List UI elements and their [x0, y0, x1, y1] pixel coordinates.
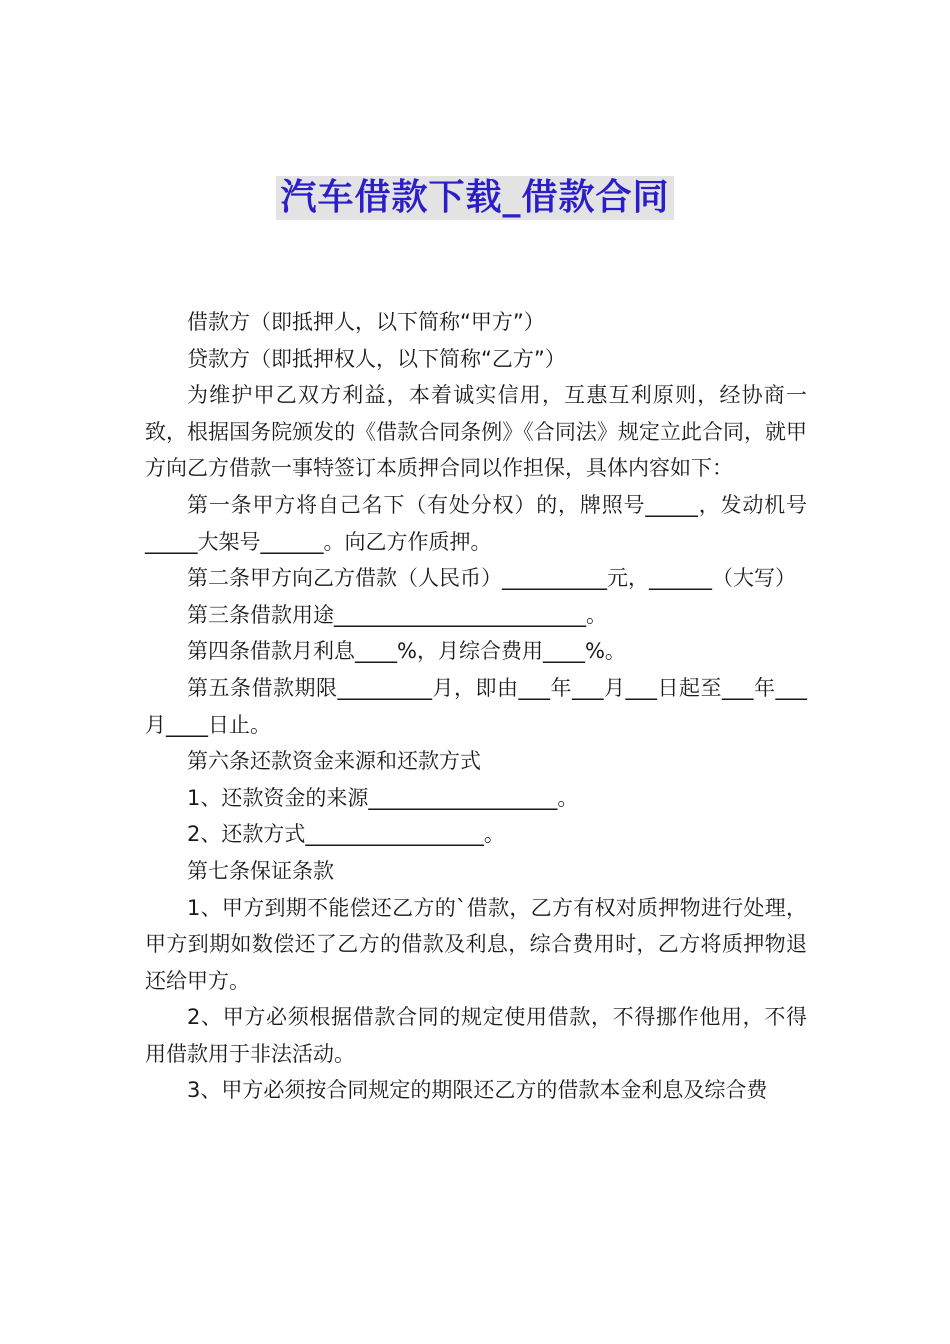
document-title: 汽车借款下载_借款合同: [276, 176, 673, 220]
contract-body: [145, 304, 807, 1109]
paragraph-article-7: 第七条保证条款: [187, 858, 334, 883]
paragraph-borrower: 借款方（即抵押人，以下简称“甲方”）: [187, 310, 545, 334]
title-container: [0, 176, 950, 220]
paragraph-article-3: 第三条借款用途________________________。: [187, 602, 607, 627]
paragraph-preamble: 为维护甲乙双方利益，本着诚实信用，互惠互利原则，经协商一致，根据国务院颁发的《借款合同条例》《合同法》规定立此合同，就甲方向乙方借款一事特签订本质押合同以作担保，具体内容如下：: [145, 383, 807, 481]
paragraph-article-5: 第五条借款期限_________月，即由___年___月___日起至___年___月____日止。: [145, 675, 807, 737]
paragraph-article-1: 第一条甲方将自己名下（有处分权）的，牌照号_____，发动机号_____大架号______。向乙方作质押。: [145, 492, 807, 554]
paragraph-article-6-item-1: 1、还款资金的来源__________________。: [187, 785, 579, 810]
paragraph-article-6: 第六条还款资金来源和还款方式: [187, 749, 481, 774]
paragraph-article-7-item-3: 3、甲方必须按合同规定的期限还乙方的借款本金利息及综合费: [187, 1078, 768, 1103]
paragraph-article-4: 第四条借款月利息____%，月综合费用____%。: [187, 639, 626, 664]
paragraph-article-7-item-2: 2、甲方必须根据借款合同的规定使用借款，不得挪作他用，不得用借款用于非法活动。: [145, 1005, 807, 1066]
paragraph-article-2: 第二条甲方向乙方借款（人民币）__________元，______（大写）: [187, 566, 796, 591]
paragraph-lender: 贷款方（即抵押权人，以下简称“乙方”）: [187, 346, 566, 371]
paragraph-article-6-item-2: 2、还款方式_________________。: [187, 822, 505, 847]
paragraph-article-7-item-1: 1、甲方到期不能偿还乙方的`借款，乙方有权对质押物进行处理，甲方到期如数偿还了乙方的借款及利息，综合费用时，乙方将质押物退还给甲方。: [145, 895, 807, 993]
